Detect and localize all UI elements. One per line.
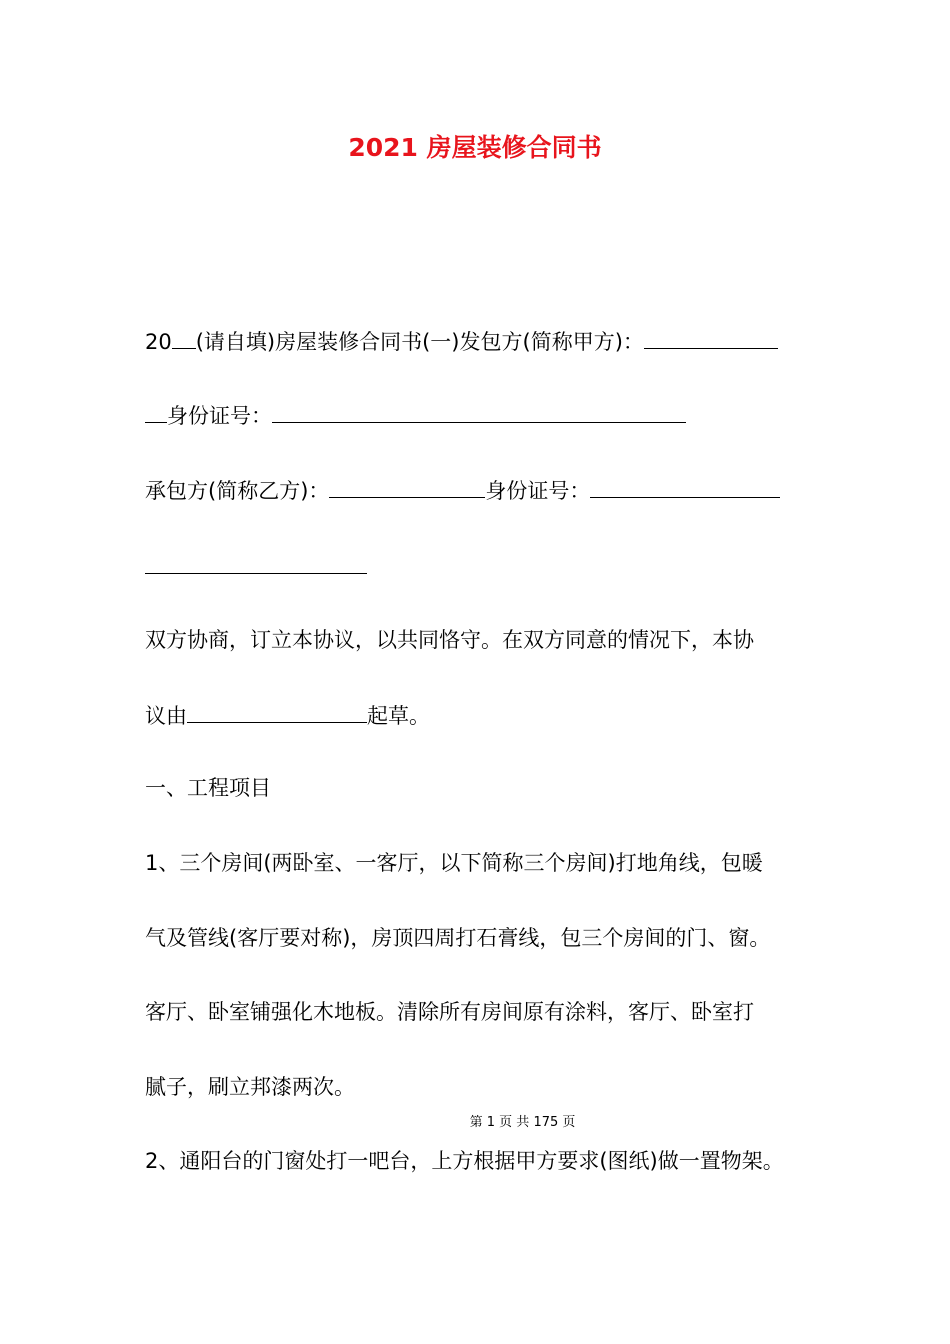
- line-party-b-id-cont: [145, 551, 367, 582]
- party-a-id-blank: [272, 400, 686, 423]
- line-party-b: [145, 475, 780, 506]
- footer-suffix: 页: [562, 1115, 576, 1130]
- clause-1-line-2: 气及管线(客厅要对称)，房顶四周打石膏线，包三个房间的门、窗。: [145, 926, 771, 950]
- line-drafter: [145, 700, 430, 731]
- party-b-name-blank: [329, 475, 485, 498]
- footer-middle: 页 共: [499, 1115, 530, 1130]
- year-prefix: 20: [145, 330, 172, 354]
- line-agreement: 双方协商，订立本协议，以共同恪守。在双方同意的情况下，本协: [145, 628, 754, 652]
- footer-total-pages: 175: [533, 1115, 559, 1130]
- clause-1-line-4: 腻子，刷立邦漆两次。: [145, 1075, 355, 1099]
- drafter-suffix: 起草。: [367, 704, 430, 728]
- drafter-blank: [187, 700, 367, 723]
- party-a-id-label: 身份证号：: [167, 404, 272, 428]
- line-party-a-id: [145, 400, 686, 431]
- clause-1-line-1: 1、三个房间(两卧室、一客厅，以下简称三个房间)打地角线，包暖: [145, 851, 763, 875]
- footer-page-number: 1: [486, 1115, 496, 1130]
- clause-1-line-3: 客厅、卧室铺强化木地板。清除所有房间原有涂料，客厅、卧室打: [145, 1000, 754, 1024]
- contract-intro-text: (请自填)房屋装修合同书(一)发包方(简称甲方)：: [195, 330, 644, 354]
- party-a-name-blank: [644, 326, 778, 349]
- section-heading-project: 一、工程项目: [145, 776, 271, 800]
- clause-2-line-1: 2、通阳台的门窗处打一吧台，上方根据甲方要求(图纸)做一置物架。: [145, 1149, 784, 1173]
- party-b-id-blank-cont: [145, 551, 367, 574]
- footer-prefix: 第: [469, 1115, 483, 1130]
- party-b-id-label: 身份证号：: [485, 479, 591, 503]
- party-a-name-blank-cont: [145, 400, 167, 423]
- year-blank: [172, 326, 196, 349]
- drafter-prefix: 议由: [145, 704, 187, 728]
- line-header-party-a: [145, 326, 778, 357]
- party-b-id-blank: [590, 475, 780, 498]
- document-title: 2021 房屋装修合同书: [348, 133, 602, 162]
- party-b-label: 承包方(简称乙方)：: [145, 479, 330, 503]
- page-footer: [0, 1114, 950, 1132]
